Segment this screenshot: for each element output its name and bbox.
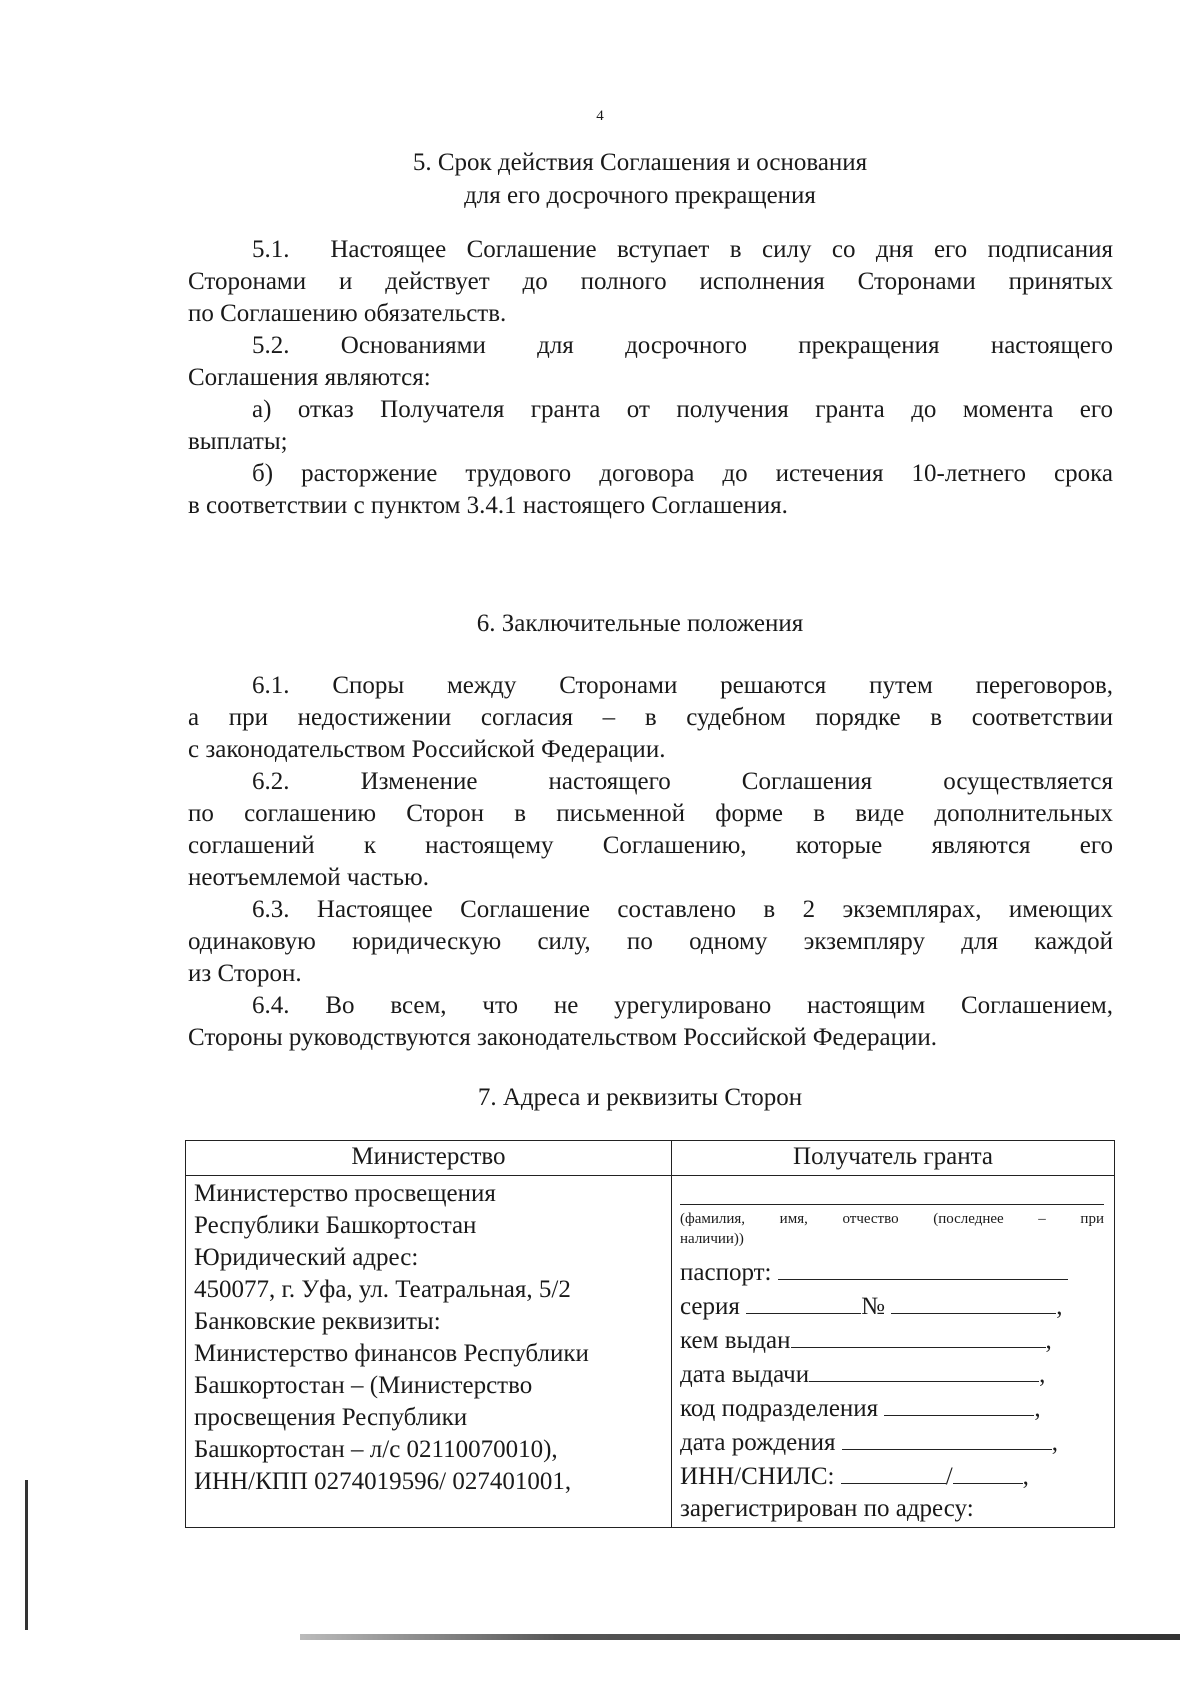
ministry-line: Министерство просвещения	[194, 1180, 496, 1207]
paragraph-5-2-b: б) расторжение трудового договора до истечения 10-летнего срока в соответствии с пунктом 3.4.1 настоящего Соглашения.	[188, 460, 1113, 519]
section-6-title: 6. Заключительные положения	[476, 610, 804, 637]
birth-date-field: дата рождения ,	[680, 1425, 1104, 1459]
ministry-line: Юридический адрес:	[194, 1244, 419, 1271]
issued-by-field: кем выдан ,	[680, 1323, 1104, 1357]
issue-date-field: дата выдачи ,	[680, 1357, 1104, 1391]
ministry-line: 450077, г. Уфа, ул. Театральная, 5/2	[194, 1276, 571, 1303]
ministry-line: Банковские реквизиты:	[194, 1308, 441, 1335]
paragraph-5-2: 5.2. Основаниями для досрочного прекращения настоящего Соглашения являются:	[188, 332, 1113, 391]
registered-address-label: зарегистрирован по адресу:	[680, 1495, 974, 1522]
requisites-table	[185, 1140, 1115, 1528]
series-number-field: серия № ,	[680, 1289, 1104, 1323]
ministry-line: Башкортостан – л/с 02110070010),	[194, 1436, 558, 1463]
table-header-row	[186, 1141, 1115, 1176]
paragraph-6-2: 6.2. Изменение настоящего Соглашения осуществляется по соглашению Сторон в письменной форме в виде дополнительных соглашений к настоящему Соглашению, которые являются его неотъемлемой частью.	[188, 768, 1113, 891]
ministry-line: просвещения Республики	[194, 1404, 468, 1431]
column-header-ministry: Министерство	[186, 1141, 672, 1176]
ministry-requisites	[186, 1176, 672, 1528]
division-code-field: код подразделения ,	[680, 1391, 1104, 1425]
paragraph-6-4: 6.4. Во всем, что не урегулировано настоящим Соглашением, Стороны руководствуются законодательством Российской Федерации.	[188, 992, 1113, 1051]
paragraph-6-3: 6.3. Настоящее Соглашение составлено в 2 экземплярах, имеющих одинаковую юридическую силу, по одному экземпляру для каждой из Сторон.	[188, 896, 1113, 987]
paragraph-6-1: 6.1. Споры между Сторонами решаются путем переговоров, а при недостижении согласия – в судебном порядке в соответствии с законодательством Российской Федерации.	[188, 672, 1113, 763]
ministry-line: Министерство финансов Республики	[194, 1340, 589, 1367]
scan-edge-mark	[25, 1480, 28, 1630]
fio-note-continued: наличии))	[680, 1231, 744, 1247]
table-row	[186, 1176, 1115, 1528]
inn-snils-field: ИНН/СНИЛС: / ,	[680, 1459, 1104, 1493]
section-7-title: 7. Адреса и реквизиты Сторон	[477, 1084, 803, 1111]
ministry-line: Республики Башкортостан	[194, 1212, 477, 1239]
passport-field: паспорт:	[680, 1255, 1104, 1289]
section-5-title: 5. Срок действия Соглашения и основания для его досрочного прекращения	[412, 149, 868, 209]
page-number: 4	[596, 108, 604, 124]
column-header-grant-recipient: Получатель гранта	[672, 1141, 1115, 1176]
ministry-line: ИНН/КПП 0274019596/ 027401001,	[194, 1468, 572, 1495]
paragraph-5-2-a: а) отказ Получателя гранта от получения гранта до момента его выплаты;	[188, 396, 1113, 455]
ministry-line: Башкортостан – (Министерство	[194, 1372, 533, 1399]
fio-blank-line	[680, 1182, 1104, 1205]
scan-bottom-edge	[300, 1634, 1180, 1640]
grant-recipient-requisites	[672, 1176, 1115, 1528]
fio-note: (фамилия, имя, отчество (последнее – при	[680, 1211, 1104, 1227]
paragraph-5-1: 5.1. Настоящее Соглашение вступает в силу со дня его подписания Сторонами и действует до полного исполнения Сторонами принятых по Соглашению обязательств.	[188, 236, 1114, 327]
